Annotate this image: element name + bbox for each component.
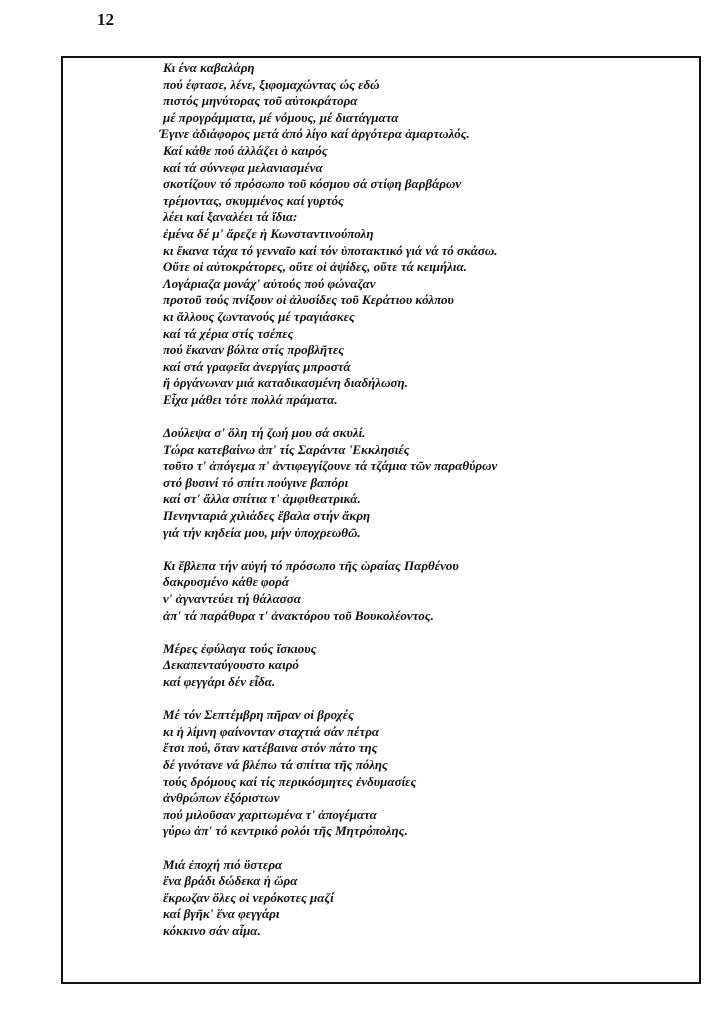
- poem-line: Εἶχα μάθει τότε πολλά πράματα.: [163, 391, 338, 407]
- poem-line: Κι ἔβλεπα τήν αὐγή τό πρόσωπο τῆς ὡραίας Παρθένου: [163, 557, 459, 573]
- poem-line: τούς δρόμους καί τίς περικόσμητες ἐνδυμασίες: [163, 773, 417, 789]
- poem-line: Κι ένα καβαλάρη: [163, 60, 255, 75]
- poem-line: Μιά ἐποχή πιό ὕστερα: [163, 856, 283, 872]
- poem-line: προτοῦ τούς πνίξουν οἱ ἀλυσίδες τοῦ Κεράτιου κόλπου: [163, 292, 454, 308]
- poem-line: Δεκαπενταύγουστο καιρό: [163, 657, 299, 673]
- poem-line: ν' ἀγναντεύει τή θάλασσα: [163, 591, 301, 606]
- poem-line: στό βυσινί τό σπίτι πούγινε βαπόρι: [163, 474, 349, 490]
- poem-line: Τώρα κατεβαίνω ἀπ' τίς Σαράντα 'Εκκλησιές: [163, 441, 410, 457]
- poem-line: Καί κάθε πού ἀλλάζει ὁ καιρός: [163, 142, 328, 158]
- poem-line: κι ἔκανα τάχα τό γενναῖο καί τόν ὑποτακτικό γιά νά τό σκάσω.: [163, 242, 498, 258]
- poem-line: Οὔτε οἱ αὐτοκράτορες, οὔτε οἱ ἀψίδες, οὔτε τά κειμήλια.: [163, 259, 467, 275]
- poem-line: κι ἄλλους ζωντανούς μέ τραγιάσκες: [163, 308, 355, 324]
- poem-line: σκοτίζουν τό πρόσωπο τοῦ κόσμου σά στίφη βαρβάρων: [163, 176, 462, 192]
- poem-line: ἔκρωζαν ὅλες οἱ νερόκοτες μαζί: [163, 889, 334, 905]
- poem-line: ἀνθρώπων ἐξόριστων: [163, 790, 280, 806]
- poem-line: καί στ' ἄλλα σπίτια τ' ἀμφιθεατρικά.: [163, 491, 361, 507]
- poem-line: ἔτσι πού, ὅταν κατέβαινα στόν πάτο της: [163, 740, 378, 756]
- poem-line: πού ἔκαναν βόλτα στίς προβλῆτες: [163, 342, 345, 358]
- poem-stanza: [159, 60, 683, 408]
- poem-line: μέ προγράμματα, μέ νόμους, μέ διατάγματα: [163, 109, 399, 125]
- poem-line: τρέμοντας, σκυμμένος καί γυρτός: [163, 192, 344, 208]
- poem-line: πού έφτασε, λένε, ξιφομαχώντας ώς εδώ: [163, 76, 380, 92]
- poem-line: κόκκινο σάν αἷμα.: [163, 922, 261, 938]
- poem-line: γύρω ἀπ' τό κεντρικό ρολόι τῆς Μητρόπολης.: [163, 823, 408, 839]
- poem-line: δέ γινότανε νά βλέπω τά σπίτια τῆς πόλης: [163, 756, 388, 772]
- poem-line: ἕνα βράδι δώδεκα ἡ ὥρα: [163, 873, 298, 889]
- poem-line: καί φεγγάρι δέν εἶδα.: [163, 673, 276, 689]
- poem-line: τοῦτο τ' ἀπόγεμα π' ἀντιφεγγίζουνε τά τζάμια τῶν παραθύρων: [163, 458, 498, 474]
- poem-line: λέει καί ξαναλέει τά ἴδια:: [163, 209, 298, 225]
- poem-line: καί τά χέρια στίς τσέπες: [163, 325, 294, 341]
- poem-line: Μέ τόν Σεπτέμβρη πῆραν οἱ βροχές: [163, 707, 354, 723]
- poem-line: καί τά σύννεφα μελανιασμένα: [163, 159, 323, 175]
- poem-line: πιστός μηνύτορας τοῦ αὐτοκράτορα: [163, 93, 358, 109]
- poem-line: Πενηνταριά χιλιάδες ἔβαλα στήν ἄκρη: [163, 508, 371, 524]
- poem-stanza: [163, 558, 683, 624]
- poem-line: κι ἡ λίμνη φαίνονταν σταχτιά σάν πέτρα: [163, 723, 380, 739]
- poem-stanza: [163, 425, 683, 541]
- poem-line: καί στά γραφεῖα ἀνεργίας μπροστά: [163, 358, 351, 374]
- poem-line: Μέρες ἐφύλαγα τούς ἴσκιους: [163, 640, 317, 656]
- poem-line: Έγινε ἀδιάφορος μετά ἀπό λίγο καί ἀργότερα ἁμαρτωλός.: [159, 126, 470, 142]
- poem-line: πού μιλοῦσαν χαριτωμένα τ' ἀπογέματα: [163, 806, 377, 822]
- poem-line: καί βγῆκ' ἕνα φεγγάρι: [163, 906, 280, 922]
- poem-text: [159, 60, 683, 939]
- poem-line: Δούλεψα σ' ὅλη τή ζωή μου σά σκυλί.: [163, 425, 366, 441]
- poem-line: δακρυσμένο κάθε φορά: [163, 574, 290, 590]
- poem-line: γιά τήν κηδεία μου, μήν ὑποχρεωθῶ.: [163, 524, 361, 540]
- poem-stanza: [163, 707, 683, 840]
- poem-line: ἐμένα δέ μ' ἄρεζε ἡ Κωνσταντινούπολη: [163, 225, 374, 241]
- poem-stanza: [163, 641, 683, 691]
- poem-line: Λογάριαζα μονάχ' αὐτούς πού φώναζαν: [163, 275, 376, 291]
- poem-stanza: [163, 857, 683, 940]
- poem-line: ἤ ὀργάνωναν μιά καταδικασμένη διαδήλωση.: [163, 375, 408, 391]
- page-number: 12: [97, 10, 114, 29]
- poem-line: ἀπ' τά παράθυρα τ' ἀνακτόρου τοῦ Βουκολέοντος.: [163, 607, 434, 623]
